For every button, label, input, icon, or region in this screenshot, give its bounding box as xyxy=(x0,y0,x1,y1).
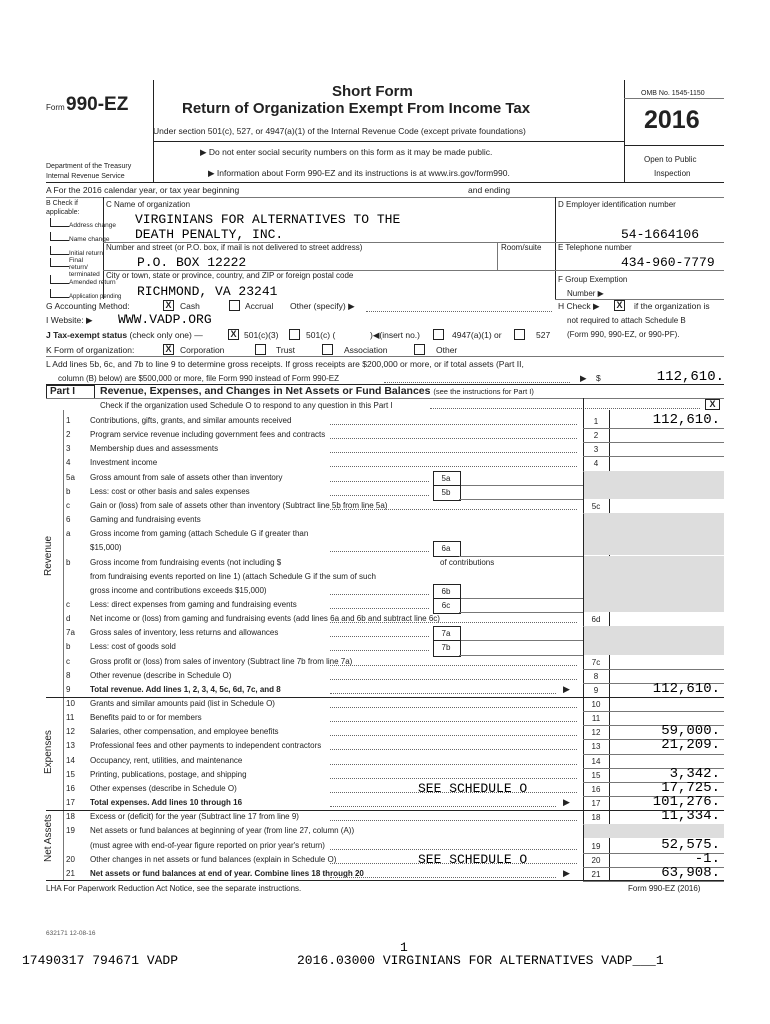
group-exemption-label: F Group Exemption xyxy=(558,275,628,284)
line-10-box-label: 10 xyxy=(591,700,601,709)
line-16-amount[interactable]: 17,725. xyxy=(661,779,720,796)
ein-value[interactable]: 54-1664106 xyxy=(621,227,700,242)
ein-label: D Employer identification number xyxy=(558,200,676,209)
line-16-box-label: 16 xyxy=(591,784,601,794)
line-19-text: (must agree with end-of-year figure reported on prior year's return) xyxy=(90,840,325,850)
527-checkbox[interactable] xyxy=(514,329,525,340)
cash-label: Cash xyxy=(180,301,200,311)
line-13-text: Professional fees and other payments to independent contractors xyxy=(90,741,322,751)
corporation-label: Corporation xyxy=(180,345,225,355)
line-13-box-label: 13 xyxy=(591,742,601,752)
form-subtitle: Under section 501(c), 527, or 4947(a)(1) of the Internal Revenue Code (except private foundations) xyxy=(153,126,526,136)
line-12-text: Salaries, other compensation, and employee benefits xyxy=(90,727,279,737)
schedule-o-check-text: Check if the organization used Schedule O to respond to any question in this Part I xyxy=(100,401,393,410)
line-9-box-label: 9 xyxy=(593,685,599,695)
accounting-method-label: G Accounting Method: xyxy=(46,301,130,311)
line-13-amount[interactable]: 21,209. xyxy=(661,737,720,754)
line-a-tax-year: A For the 2016 calendar year, or tax year beginning xyxy=(46,185,240,195)
line-8-text: Other revenue (describe in Schedule O) xyxy=(90,670,232,680)
gross-receipts-amount[interactable]: 112,610. xyxy=(656,369,724,385)
line-9-number: 9 xyxy=(66,684,71,694)
line-15-amount[interactable]: 3,342. xyxy=(669,765,720,782)
name-change-label: Name change xyxy=(69,236,110,243)
line-21-box-label: 21 xyxy=(591,869,601,879)
line-20-schedule-note: SEE SCHEDULE O xyxy=(418,851,528,867)
line-row7-text: Gaming and fundraising events xyxy=(90,515,201,525)
line-14-box-label: 14 xyxy=(591,756,601,766)
line-18-box-label: 18 xyxy=(591,813,601,823)
form-reference: Form 990-EZ (2016) xyxy=(628,884,701,893)
line-18-amount[interactable]: 11,334. xyxy=(661,808,720,825)
line-3-text: Membership dues and assessments xyxy=(90,444,219,454)
line-6b-text: gross income and contributions exceeds $15,000) xyxy=(90,585,267,595)
form-label: Form xyxy=(46,103,65,112)
amended-return-checkbox[interactable] xyxy=(50,275,69,284)
schedule-b-text3: (Form 990, 990-EZ, or 990-PF). xyxy=(567,330,680,339)
line-6c-sub-label: 6c xyxy=(441,600,451,610)
expenses-side-label: Expenses xyxy=(43,730,54,774)
tax-year: 2016 xyxy=(644,106,700,134)
room-suite-label: Room/suite xyxy=(501,243,542,252)
city-label: City or town, state or province, country, and ZIP or foreign postal code xyxy=(106,271,354,280)
line-15-number: 15 xyxy=(66,769,75,779)
form-code: 632171 12-08-16 xyxy=(46,930,96,937)
website-label: I Website: ▶ xyxy=(46,315,93,325)
accrual-label: Accrual xyxy=(245,301,274,311)
notice-info: ▶ Information about Form 990-EZ and its instructions is at www.irs.gov/form990. xyxy=(208,168,510,178)
group-exemption-number: Number ▶ xyxy=(567,289,604,298)
part1-label: Part I xyxy=(50,386,76,397)
line-8-number: 8 xyxy=(66,670,71,680)
page-number: 1 xyxy=(400,940,408,955)
city-state-zip[interactable]: RICHMOND, VA 23241 xyxy=(137,284,278,299)
line-4-number: 4 xyxy=(66,458,71,468)
final-return-label: Final return/ terminated xyxy=(69,257,100,278)
line-20-amount[interactable]: -1. xyxy=(694,850,720,867)
org-name-line1[interactable]: VIRGINIANS FOR ALTERNATIVES TO THE xyxy=(135,212,401,227)
4947-checkbox[interactable] xyxy=(433,329,444,340)
schedule-o-checkbox[interactable]: X xyxy=(705,399,720,410)
line-21-text: Net assets or fund balances at end of year. Combine lines 18 through 20 xyxy=(90,868,364,878)
527-label: 527 xyxy=(536,330,551,340)
initial-return-checkbox[interactable] xyxy=(50,246,69,255)
form-title: Return of Organization Exempt From Income Tax xyxy=(182,100,531,117)
lha-notice: LHA For Paperwork Reduction Act Notice, see the separate instructions. xyxy=(46,884,302,893)
501c-checkbox[interactable] xyxy=(289,329,300,340)
line-21-arrow: ▶ xyxy=(563,867,570,878)
line-row8-number: a xyxy=(66,529,71,539)
line-2-text: Program service revenue including government fees and contracts xyxy=(90,430,326,440)
line-7b-sub-label: 7b xyxy=(441,643,451,653)
line-18-number: 18 xyxy=(66,812,75,822)
line-21-number: 21 xyxy=(66,868,75,878)
address-change-checkbox[interactable] xyxy=(50,218,69,227)
line-row8-text: Gross income from gaming (attach Schedule G if greater than xyxy=(90,529,309,539)
line-2-number: 2 xyxy=(66,430,71,440)
street-address[interactable]: P.O. BOX 12222 xyxy=(137,255,247,270)
line-10-text: Grants and similar amounts paid (list in Schedule O) xyxy=(90,699,275,708)
line-10-number: 10 xyxy=(66,699,75,708)
initial-return-label: Initial return xyxy=(69,250,103,257)
corporation-checkbox[interactable]: X xyxy=(163,344,174,355)
line-3-box-label: 3 xyxy=(593,445,599,455)
line-5a-text: Gross amount from sale of assets other than inventory xyxy=(90,472,283,482)
line-19-box-label: 19 xyxy=(591,841,601,851)
telephone-label: E Telephone number xyxy=(558,243,632,252)
line-11-box-label: 11 xyxy=(591,714,601,724)
line-5c-box-label: 5c xyxy=(591,501,601,511)
line-1-box-label: 1 xyxy=(593,417,599,426)
line-21-amount[interactable]: 63,908. xyxy=(661,864,720,881)
dept-treasury: Department of the Treasury xyxy=(46,163,132,170)
schedule-b-check-label: H Check ▶ xyxy=(558,301,600,311)
line-17-arrow: ▶ xyxy=(563,797,570,808)
line-6d-number: d xyxy=(66,614,71,624)
line-5b-text: Less: cost or other basis and sales expenses xyxy=(90,486,250,496)
501c3-checkbox[interactable]: X xyxy=(228,329,239,340)
application-pending-checkbox[interactable] xyxy=(50,289,69,298)
insert-no-label: )◀(insert no.) xyxy=(370,330,420,340)
trust-checkbox[interactable] xyxy=(255,344,266,355)
line-7b-number: b xyxy=(66,642,71,652)
final-return-checkbox[interactable] xyxy=(50,258,69,267)
line-5b-number: b xyxy=(66,486,71,496)
net-assets-side-label: Net Assets xyxy=(43,814,54,862)
name-of-org-label: C Name of organization xyxy=(106,200,191,209)
line-row7-number: 6 xyxy=(66,515,71,525)
return-id-right: 2016.03000 VIRGINIANS FOR ALTERNATIVES VADP___1 xyxy=(297,953,664,968)
line-12-box-label: 12 xyxy=(591,728,601,738)
line-row10-number: b xyxy=(66,557,71,567)
schedule-b-text1: if the organization is xyxy=(634,301,710,311)
line-7c-number: c xyxy=(66,656,70,666)
line-6a-sub-label: 6a xyxy=(441,544,451,554)
line-6c-text: Less: direct expenses from gaming and fundraising events xyxy=(90,599,297,609)
line-row10-suffix: of contributions xyxy=(440,557,495,567)
other-org-checkbox[interactable] xyxy=(414,344,425,355)
line-16-text: Other expenses (describe in Schedule O) xyxy=(90,783,237,793)
omb-number: OMB No. 1545-1150 xyxy=(641,90,705,97)
line-row11-text: from fundraising events reported on line 1) (attach Schedule G if the sum of such xyxy=(90,571,376,581)
title-short-form: Short Form xyxy=(332,83,413,100)
line-7a-text: Gross sales of inventory, less returns and allowances xyxy=(90,628,279,638)
telephone-value[interactable]: 434-960-7779 xyxy=(621,255,715,270)
line-l-text1: L Add lines 5b, 6c, and 7b to line 9 to determine gross receipts. If gross receipts are $200,000 or more, or if total assets (Part II, xyxy=(46,359,524,369)
name-change-checkbox[interactable] xyxy=(50,232,69,241)
line-15-box-label: 15 xyxy=(591,770,601,780)
line-20-number: 20 xyxy=(66,854,75,864)
website-value[interactable]: WWW.VADP.ORG xyxy=(118,312,212,327)
schedule-b-text2: not required to attach Schedule B xyxy=(567,316,686,325)
line-1-text: Contributions, gifts, grants, and similar amounts received xyxy=(90,416,292,425)
line-6a-text: $15,000) xyxy=(90,543,122,553)
association-label: Association xyxy=(344,345,388,355)
line-17-amount[interactable]: 101,276. xyxy=(652,794,720,811)
org-name-line2[interactable]: DEATH PENALTY, INC. xyxy=(135,227,284,242)
line-7a-sub-label: 7a xyxy=(441,629,451,639)
notice-ssn: ▶ Do not enter social security numbers on this form as it may be made public. xyxy=(200,147,493,157)
line-1-amount[interactable]: 112,610. xyxy=(652,412,720,428)
accrual-checkbox[interactable] xyxy=(229,300,240,311)
501c3-label: 501(c)(3) xyxy=(244,330,279,340)
dept-irs: Internal Revenue Service xyxy=(46,173,125,180)
line-5a-sub-label: 5a xyxy=(441,473,451,483)
line-20-text: Other changes in net assets or fund balances (explain in Schedule O) xyxy=(90,854,337,864)
and-ending: and ending xyxy=(468,185,511,195)
line-row10-text: Gross income from fundraising events (not including $ xyxy=(90,557,282,567)
line-6c-number: c xyxy=(66,599,70,609)
line-4-box-label: 4 xyxy=(593,459,599,469)
line-7a-number: 7a xyxy=(66,628,75,638)
line-18-text: Excess or (deficit) for the year (Subtract line 17 from line 9) xyxy=(90,812,299,822)
line-9-amount[interactable]: 112,610. xyxy=(652,680,720,697)
line-2-box-label: 2 xyxy=(593,431,599,441)
line-8-box-label: 8 xyxy=(593,671,599,681)
line-12-number: 12 xyxy=(66,727,75,737)
line-19-amount[interactable]: 52,575. xyxy=(661,836,720,853)
revenue-side-label: Revenue xyxy=(43,535,54,576)
line-9-arrow: ▶ xyxy=(563,683,570,694)
line-20-box-label: 20 xyxy=(591,855,601,865)
open-public-1: Open to Public xyxy=(644,155,697,164)
line-15-text: Printing, publications, postage, and shipping xyxy=(90,769,247,779)
form-of-org-label: K Form of organization: xyxy=(46,345,135,355)
part1-title: Revenue, Expenses, and Changes in Net Assets or Fund Balances (see the instructions for Part I) xyxy=(100,385,534,397)
line-3-number: 3 xyxy=(66,444,71,454)
line-6b-sub-label: 6b xyxy=(441,586,451,596)
501c-label: 501(c) ( xyxy=(306,330,336,340)
open-public-2: Inspection xyxy=(654,169,691,178)
return-id-left: 17490317 794671 VADP xyxy=(22,953,179,968)
line-7c-text: Gross profit or (loss) from sales of inventory (Subtract line 7b from line 7a) xyxy=(90,656,353,666)
line-7c-box-label: 7c xyxy=(591,657,601,667)
association-checkbox[interactable] xyxy=(322,344,333,355)
check-if-applicable: B Check if applicable: xyxy=(46,200,80,216)
schedule-b-checkbox[interactable]: X xyxy=(614,300,625,311)
line-16-number: 16 xyxy=(66,783,75,793)
line-row29-text: Net assets or fund balances at beginning of year (from line 27, column (A)) xyxy=(90,826,355,836)
line-14-number: 14 xyxy=(66,755,75,765)
line-row29-number: 19 xyxy=(66,826,75,836)
cash-checkbox[interactable]: X xyxy=(163,300,174,311)
line-14-text: Occupancy, rent, utilities, and maintenance xyxy=(90,755,243,765)
line-7b-text: Less: cost of goods sold xyxy=(90,642,176,652)
line-4-text: Investment income xyxy=(90,458,158,468)
line-6d-box-label: 6d xyxy=(591,615,601,625)
line-11-number: 11 xyxy=(66,713,75,723)
other-method-label: Other (specify) ▶ xyxy=(290,301,355,311)
line-1-number: 1 xyxy=(66,416,71,425)
line-17-number: 17 xyxy=(66,798,75,808)
line-17-box-label: 17 xyxy=(591,799,601,809)
line-6d-text: Net income or (loss) from gaming and fundraising events (add lines 6a and 6b and subtract line 6c) xyxy=(90,614,440,624)
street-label: Number and street (or P.O. box, if mail is not delivered to street address) xyxy=(106,243,363,252)
amended-return-label: Amended return xyxy=(69,279,116,286)
application-pending-label: Application pending xyxy=(69,294,122,300)
other-org-label: Other xyxy=(436,345,458,355)
line-17-text: Total expenses. Add lines 10 through 16 xyxy=(90,798,243,808)
address-change-label: Address change xyxy=(69,222,116,229)
4947-label: 4947(a)(1) or xyxy=(452,330,502,340)
line-5a-number: 5a xyxy=(66,472,75,482)
line-13-number: 13 xyxy=(66,741,75,751)
line-5c-number: c xyxy=(66,500,70,510)
line-11-text: Benefits paid to or for members xyxy=(90,713,202,723)
line-l-text2: column (B) below) are $500,000 or more, file Form 990 instead of Form 990-EZ xyxy=(58,374,340,383)
line-5b-sub-label: 5b xyxy=(441,487,451,497)
line-5c-text: Gain or (loss) from sale of assets other than inventory (Subtract line 5b from line 5a) xyxy=(90,500,388,510)
trust-label: Trust xyxy=(276,345,296,355)
line-9-text: Total revenue. Add lines 1, 2, 3, 4, 5c, 6d, 7c, and 8 xyxy=(90,684,281,694)
line-l-arrow: ▶ $ xyxy=(580,373,601,383)
line-16-schedule-note: SEE SCHEDULE O xyxy=(418,780,528,796)
form-number: 990-EZ xyxy=(66,94,129,115)
tax-exempt-label: J Tax-exempt status (check only one) — xyxy=(46,330,203,340)
line-12-amount[interactable]: 59,000. xyxy=(661,723,720,740)
